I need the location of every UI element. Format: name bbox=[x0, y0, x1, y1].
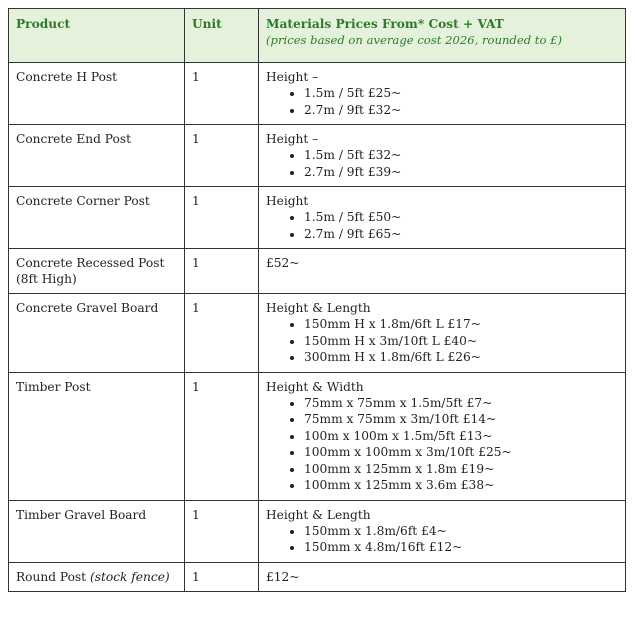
header-price bbox=[259, 9, 626, 63]
unit-cell: 1 bbox=[185, 372, 259, 500]
header-unit: Unit bbox=[185, 9, 259, 63]
product-cell bbox=[9, 562, 185, 591]
unit-cell: 1 bbox=[185, 562, 259, 591]
price-label: Height – bbox=[266, 70, 319, 84]
table-row bbox=[9, 294, 626, 373]
price-list bbox=[266, 316, 618, 366]
unit-cell: 1 bbox=[185, 63, 259, 125]
price-item: • 150mm x 4.8m/16ft £12~ bbox=[304, 539, 618, 556]
price-cell bbox=[259, 249, 626, 294]
table-body bbox=[9, 63, 626, 592]
price-item: • 1.5m / 5ft £25~ bbox=[304, 85, 618, 102]
price-item: • 75mm x 75mm x 3m/10ft £14~ bbox=[304, 411, 618, 428]
unit-cell: 1 bbox=[185, 500, 259, 562]
product-cell bbox=[9, 125, 185, 187]
product-name: Timber Gravel Board bbox=[16, 507, 147, 522]
price-item: • 100mm x 100mm x 3m/10ft £25~ bbox=[304, 444, 618, 461]
table-row bbox=[9, 500, 626, 562]
table-row bbox=[9, 249, 626, 294]
price-list bbox=[266, 85, 618, 118]
price-item: • 2.7m / 9ft £39~ bbox=[304, 164, 618, 181]
unit-cell: 1 bbox=[185, 249, 259, 294]
product-name: Concrete Gravel Board bbox=[16, 301, 159, 315]
product-cell bbox=[9, 249, 185, 294]
price-cell bbox=[259, 562, 626, 591]
price-list bbox=[266, 209, 618, 242]
product-name: Timber Post bbox=[16, 379, 91, 394]
price-list bbox=[266, 395, 618, 494]
table-row bbox=[9, 562, 626, 591]
price-label: £52~ bbox=[266, 256, 300, 270]
price-item: • 1.5m / 5ft £32~ bbox=[304, 147, 618, 164]
price-item: • 300mm H x 1.8m/6ft L £26~ bbox=[304, 349, 618, 366]
price-label: Height & Width bbox=[266, 379, 364, 394]
price-list bbox=[266, 147, 618, 180]
product-name: Concrete Corner Post bbox=[16, 194, 150, 208]
product-cell bbox=[9, 187, 185, 249]
product-name: Round Post bbox=[16, 569, 87, 584]
price-table bbox=[8, 8, 626, 592]
price-item: • 75mm x 75mm x 1.5m/5ft £7~ bbox=[304, 395, 618, 412]
unit-cell: 1 bbox=[185, 125, 259, 187]
product-name-line2: (8ft High) bbox=[16, 272, 77, 286]
header-price-title: Materials Prices From* Cost + VAT bbox=[266, 17, 504, 31]
price-item: • 100m x 100m x 1.5m/5ft £13~ bbox=[304, 428, 618, 445]
header-price-note: (prices based on average cost 2026, rounded to £) bbox=[266, 33, 563, 47]
price-cell bbox=[259, 187, 626, 249]
price-cell bbox=[259, 125, 626, 187]
product-name: Concrete H Post bbox=[16, 70, 118, 84]
unit-cell: 1 bbox=[185, 294, 259, 373]
price-item: • 100mm x 125mm x 1.8m £19~ bbox=[304, 461, 618, 478]
price-item: • 150mm H x 1.8m/6ft L £17~ bbox=[304, 316, 618, 333]
table-header-row bbox=[9, 9, 626, 63]
price-cell bbox=[259, 372, 626, 500]
product-cell bbox=[9, 294, 185, 373]
header-product: Product bbox=[9, 9, 185, 63]
product-cell bbox=[9, 372, 185, 500]
price-item: • 1.5m / 5ft £50~ bbox=[304, 209, 618, 226]
product-cell bbox=[9, 500, 185, 562]
unit-cell: 1 bbox=[185, 187, 259, 249]
price-cell bbox=[259, 63, 626, 125]
price-label: £12~ bbox=[266, 569, 300, 584]
price-list bbox=[266, 523, 618, 556]
table-row bbox=[9, 187, 626, 249]
price-item: • 2.7m / 9ft £65~ bbox=[304, 226, 618, 243]
product-name: Concrete End Post bbox=[16, 132, 131, 146]
table-row bbox=[9, 125, 626, 187]
price-label: Height & Length bbox=[266, 301, 371, 315]
table-row bbox=[9, 372, 626, 500]
table-row bbox=[9, 63, 626, 125]
price-item: • 100mm x 125mm x 3.6m £38~ bbox=[304, 477, 618, 494]
price-cell bbox=[259, 500, 626, 562]
price-item: • 150mm x 1.8m/6ft £4~ bbox=[304, 523, 618, 540]
price-item: • 2.7m / 9ft £32~ bbox=[304, 102, 618, 119]
price-label: Height – bbox=[266, 132, 319, 146]
product-note: (stock fence) bbox=[89, 569, 170, 584]
price-label: Height & Length bbox=[266, 507, 371, 522]
price-label: Height bbox=[266, 194, 309, 208]
price-cell bbox=[259, 294, 626, 373]
product-name: Concrete Recessed Post bbox=[16, 256, 165, 270]
product-cell bbox=[9, 63, 185, 125]
price-item: • 150mm H x 3m/10ft L £40~ bbox=[304, 333, 618, 350]
